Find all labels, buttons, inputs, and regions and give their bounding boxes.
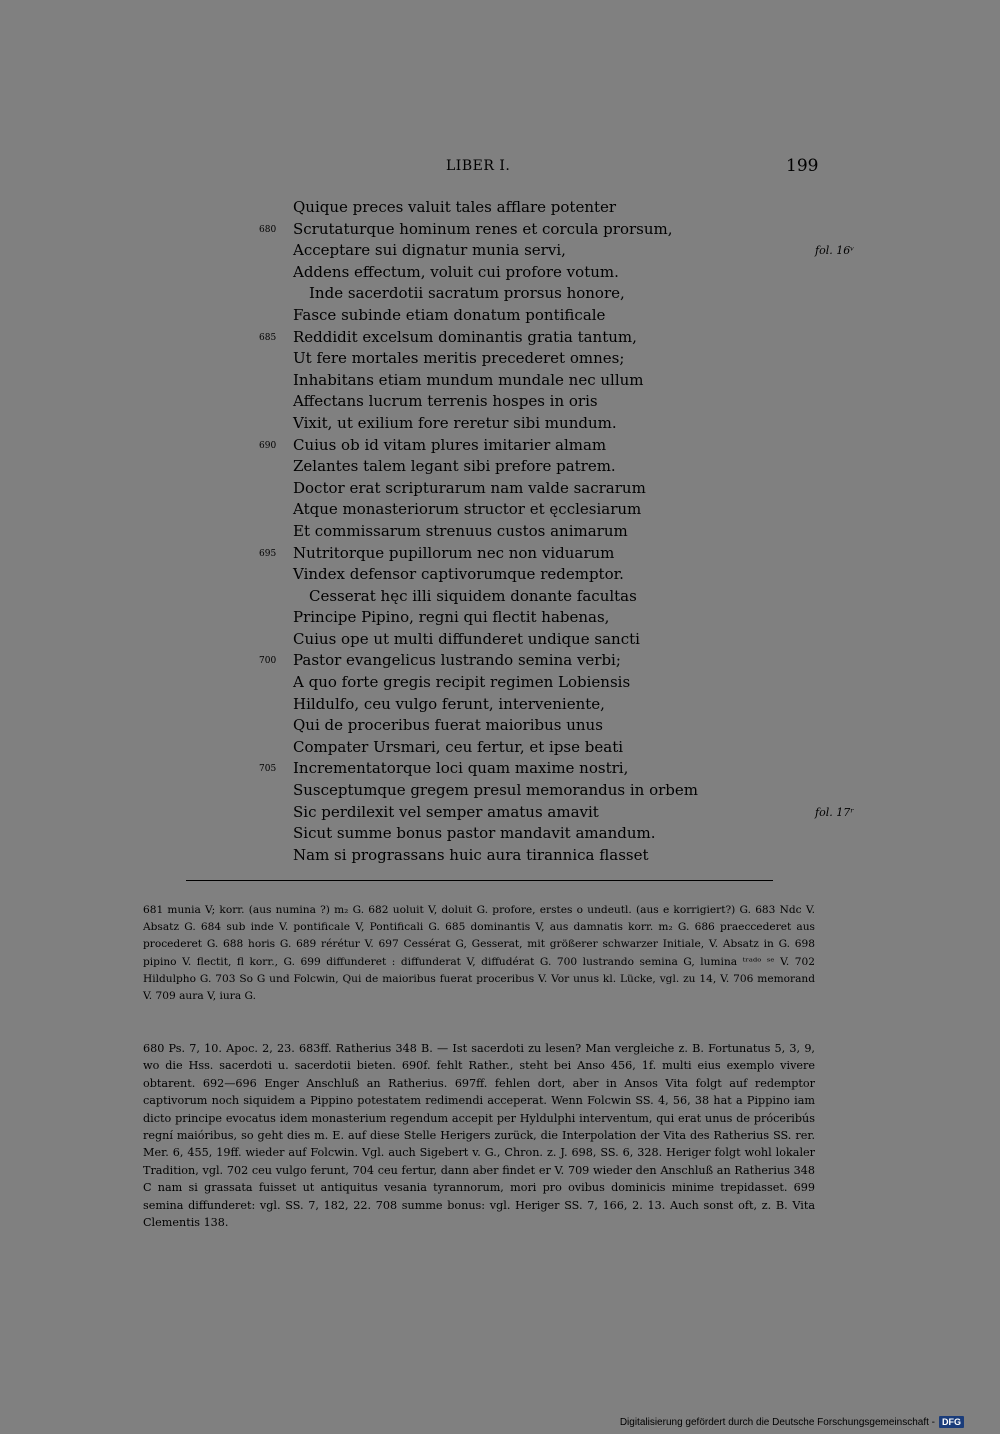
verse-text: Quique preces valuit tales afflare potenter — [293, 198, 617, 216]
verse-text: Inhabitans etiam mundum mundale nec ullum — [293, 370, 644, 389]
verse-line — [0, 327, 1000, 349]
verse-line — [0, 780, 1000, 802]
verse-line — [0, 715, 1000, 737]
verse-line — [0, 283, 1000, 305]
folio-marker: fol. 17ʳ — [815, 805, 855, 819]
verse-text: Principe Pipino, regni qui flectit habenas, — [293, 608, 610, 627]
verse-text: Hildulfo, ceu vulgo ferunt, interveniente, — [293, 694, 605, 713]
verse-text: Atque monasteriorum structor et ęcclesiarum — [293, 500, 642, 519]
folio-marker: fol. 16ᵛ — [815, 244, 855, 258]
verse-text: Cuius ope ut multi diffunderet undique sancti — [293, 629, 640, 648]
verse-line — [0, 650, 1000, 672]
verse-line — [0, 543, 1000, 565]
line-number: 690 — [259, 440, 277, 451]
verse-line — [0, 737, 1000, 759]
line-number: 685 — [259, 332, 277, 343]
verse-line — [0, 456, 1000, 478]
line-number: 695 — [259, 548, 277, 559]
verse-text: Pastor evangelicus lustrando semina verbi; — [293, 651, 621, 670]
verse-text: Reddidit excelsum dominantis gratia tantum, — [293, 327, 637, 346]
verse-line — [0, 586, 1000, 608]
verse-text: Vixit, ut exilium fore reretur sibi mundum. — [293, 413, 617, 432]
verse-line — [0, 348, 1000, 370]
footnote-rule — [186, 880, 773, 881]
commentary-text: 680 Ps. 7, 10. Apoc. 2, 23. 683ff. Ratherius 348 B. — Ist sacerdoti zu lesen? Man vergleiche z. B. Fortunatus 5, 3, 9, wo die Hss. sacerdoti u. sacerdotii bieten. 690f. fehlt Rather., steht bei Anso 456, 1f. multi eius exemplo vivere obtarent. 692—696 Enger Anschluß an Ratherius. 697ff. fehlen dort, aber in Ansos Vita folgt auf redemptor captivorum noch siquidem a Pippino potestatem redimendi acceperat. Wenn Folcwin SS. 4, 56, 38 hat a Pippino iam dicto principe evocatus idem monasterium regendum accepit per Hyldulphi interventum, qui erat unus de próceribús regní maióribus, so geht dies m. E. auf diese Stelle Herigers zurück, die Interpolation der Vita des Ratherius SS. rer. Mer. 6, 455, 19ff. wieder auf Folcwin. Vgl. auch Sigebert v. G., Chron. z. J. 698, SS. 6, 328. Heriger folgt wohl lokaler Tradition, vgl. 702 ceu vulgo ferunt, 704 ceu fertur, dann aber findet er V. 709 wieder den Anschluß an Ratherius 348 C nam si grassata fuisset ut antiquitus vesania tyrannorum, mori pro ovibus dominicis minime trepidasset. 699 semina diffunderet: vgl. SS. 7, 182, 22. 708 summe bonus: vgl. Heriger SS. 7, 166, 2. 13. Auch sonst oft, z. B. Vita Clementis 138. — [143, 1042, 815, 1230]
verse-line — [0, 845, 1000, 867]
verse-line — [0, 305, 1000, 327]
verse-text: Acceptare sui dignatur munia servi, — [293, 241, 566, 260]
verse-line — [0, 499, 1000, 521]
verse-text: Compater Ursmari, ceu fertur, et ipse beati — [293, 737, 624, 756]
verse-text: Et commissarum strenuus custos animarum — [293, 521, 628, 540]
verse-line — [0, 478, 1000, 500]
running-title: LIBER I. — [446, 158, 511, 174]
verse-line — [0, 370, 1000, 392]
verse-text: Sic perdilexit vel semper amatus amavit — [293, 802, 599, 821]
verse-line — [0, 758, 1000, 780]
verse-text: Addens effectum, voluit cui profore votum. — [293, 262, 619, 281]
verse-text: Doctor erat scripturarum nam valde sacrarum — [293, 478, 646, 497]
line-number: 700 — [259, 656, 277, 667]
verse-text: Vindex defensor captivorumque redemptor. — [293, 565, 624, 584]
verse-line — [0, 564, 1000, 586]
verse-line — [0, 240, 1000, 262]
credit-text: Digitalisierung gefördert durch die Deutsche Forschungsgemeinschaft - — [619, 1416, 935, 1428]
verse-line — [0, 391, 1000, 413]
page-number: 199 — [786, 156, 819, 176]
verse-text: Inde sacerdotii sacratum prorsus honore, — [309, 284, 625, 303]
verse-line — [0, 629, 1000, 651]
verse-line — [0, 435, 1000, 457]
verse-text: A quo forte gregis recipit regimen Lobiensis — [293, 673, 631, 692]
verse-text: Affectans lucrum terrenis hospes in oris — [293, 392, 598, 411]
verse-text: Fasce subinde etiam donatum pontificale — [293, 305, 606, 324]
verse-text: Incrementatorque loci quam maxime nostri, — [293, 759, 629, 778]
verse-text: Nutritorque pupillorum nec non viduarum — [293, 543, 615, 562]
verse-text: Ut fere mortales meritis precederet omnes; — [293, 349, 625, 368]
verse-line — [0, 823, 1000, 845]
verse-line — [0, 672, 1000, 694]
verse-text: Cesserat hęc illi siquidem donante facultas — [309, 586, 637, 605]
verse-line — [0, 413, 1000, 435]
digitization-credit — [620, 1416, 964, 1428]
line-number: 680 — [259, 224, 277, 235]
verse-line — [0, 219, 1000, 241]
verse-line — [0, 607, 1000, 629]
verse-line — [0, 802, 1000, 824]
line-number: 705 — [259, 764, 277, 775]
verse-line — [0, 694, 1000, 716]
critical-apparatus — [143, 902, 815, 1005]
verse-text: Sicut summe bonus pastor mandavit amandum. — [293, 824, 656, 843]
verse-text: Qui de proceribus fuerat maioribus unus — [293, 716, 603, 735]
verse-text: Susceptumque gregem presul memorandus in orbem — [293, 781, 699, 800]
verse-line — [0, 521, 1000, 543]
verse-text: Scrutaturque hominum renes et corcula prorsum, — [293, 219, 673, 238]
verse-text: Cuius ob id vitam plures imitarier almam — [293, 435, 607, 454]
verse-line — [0, 262, 1000, 284]
verse-text: Nam si prograssans huic aura tirannica flasset — [293, 845, 649, 864]
verse-text: Zelantes talem legant sibi prefore patrem. — [293, 457, 616, 476]
dfg-logo: DFG — [939, 1416, 964, 1428]
apparatus-text: 681 munia V; korr. (aus numina ?) m₂ G. 682 uoluit V, doluit G. profore, erstes o undeutl. (aus e korrigiert?) G. 683 Ndc V. Absatz G. 684 sub inde V. pontificale V, Pontificali G. 685 dominantis V, aus damnatis korr. m₂ G. 686 praeccederet aus procederet G. 688 horis G. 689 rérétur V. 697 Cessérat G, Gesserat, mit größerer schwarzer Initiale, V. Absatz in G. 698 pipino V. flectit, fl korr., G. 699 diffunderet : diffunderat V, diffudérat G. 700 lustrando semina G, lumina ᵗʳᵃᵈᵒ ˢᵉ V. 702 Hildulpho G. 703 So G und Folcwin, Qui de maioribus fuerat proceribus V. Vor unus kl. Lücke, vgl. zu 14, V. 706 memorand V. 709 aura V, iura G. — [143, 904, 815, 1003]
verse-block — [0, 197, 1000, 866]
verse-line — [0, 197, 1000, 219]
source-commentary — [143, 1040, 815, 1231]
